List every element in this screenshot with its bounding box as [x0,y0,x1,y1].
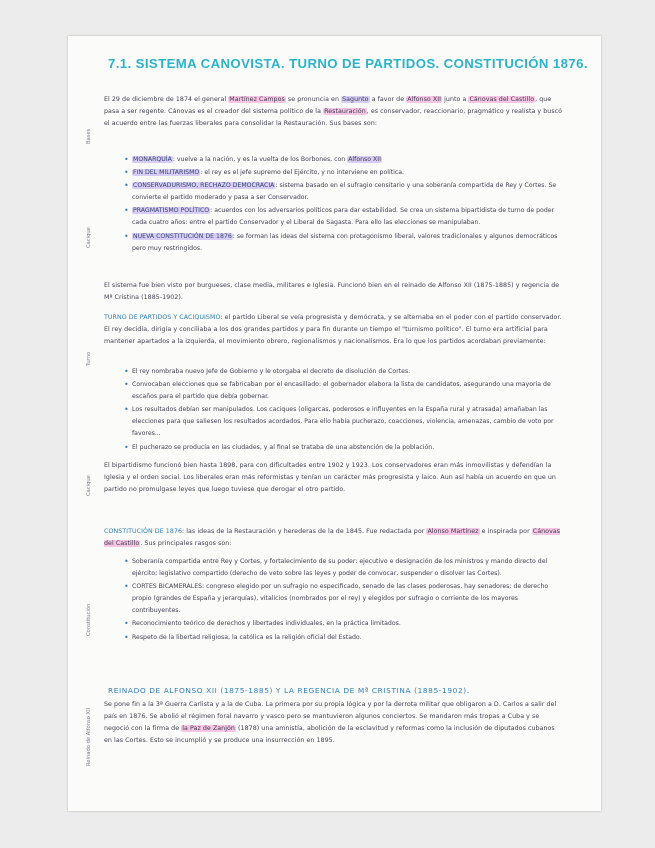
margin-note: Bases [86,128,92,144]
support-paragraph: El sistema fue bien visto por burgueses, clase media, militares e Iglesia. Funcionó bien en el reinado de Alfonso XII (1875-1885) y regencia de Mª Cristina (1885-1902). [104,282,560,302]
turno-heading: TURNO DE PARTIDOS Y CACIQUISMO [104,314,221,321]
constitucion-item-text: Soberanía compartida entre Rey y Cortes, y fortalecimiento de su poder: ejecutivo e designación de los ministros y mando directo del ejército; legislativo compartido (derecho de veto sobre las leyes y poder de convocar, suspender o disolver las Cortes). [132,558,548,578]
bullet-icon: • [124,442,129,452]
constitucion-item-text: Respeto de la libertad religiosa, la católica es la religión oficial del Estado. [132,633,362,641]
highlight-martinez-campos: Martínez Campos [229,96,285,103]
list-item [124,442,566,454]
base-text: : se forman las ideas del sistema con protagonismo liberal, valores tradicionales y algunos democráticos pero muy restringidos. [132,232,558,252]
margin-note: Constitución [86,603,92,636]
constitucion-text-2: e inspirada por [481,528,530,535]
intro-text-3: junto a [444,96,467,103]
bullet-icon: • [124,168,129,178]
bullet-icon: • [124,206,129,216]
base-text: : el rey es el jefe supremo del Ejército, y no interviene en política. [200,169,405,177]
margin-note: Cacique [86,227,92,248]
reinado-text-1: Se pone fin a la 3ª Guerra Carlista y a la de Cuba. La primera por su propia lógica y por la derrota militar que obligaron a D. Carlos a salir del país en 1876. Se abolió el régimen foral navarro y vasco pero se mantuvieron algunos conciertos. Se mandaron más tropas a Cuba y se negoció con la firma de [104,701,557,733]
base-label: NUEVA CONSTITUCIÓN DE 1876 [133,232,232,240]
base-label: PRAGMATISMO POLÍTICO [133,207,210,215]
constitucion-text-1: : las ideas de la Restauración y herederas de la de 1845. Fue redactada por [182,528,425,535]
intro-text-2: a favor de [371,96,405,103]
bullet-icon: • [124,231,129,241]
constitucion-text-3: . Sus principales rasgos son: [140,540,232,548]
list-item [124,556,566,580]
list-item [124,632,566,644]
list-item [124,366,566,378]
list-item [124,154,566,166]
reinado-paragraph [104,699,564,747]
bullet-icon: • [124,405,129,415]
intro-paragraph [104,94,564,130]
base-label: CONSERVADURISMO, RECHAZO DEMOCRACIA [133,182,275,190]
notebook-page [68,36,601,811]
highlight-sagunto: Sagunto [342,96,369,103]
bases-list [124,154,566,256]
intro-text-5: , es conservador, reaccionario, pragmático y realista y buscó el acuerdo entre las fuerzas liberales para consolidar la Restauración. Sus bases son: [104,108,563,128]
highlight-restauracion: Restauración [324,108,366,116]
turno-item-text: El pucherazo se producía en las ciudades, y al final se trataba de una abstención de la población. [132,443,435,451]
constitucion-heading: CONSTITUCIÓN DE 1876 [104,528,182,535]
page-title: 7.1. SISTEMA CANOVISTA. TURNO DE PARTIDOS. CONSTITUCIÓN 1876. [108,56,588,71]
base-text: : acuerdos con los adversarios políticos para dar estabilidad. Se crea un sistema bipartidista de turno de poder cada cuatro años: entre el partido Conservador y el Liberal de Sagasta. Para ello las elecciones se manipulaban. [132,207,555,227]
list-item [124,205,566,229]
bullet-icon: • [124,619,129,629]
list-item [124,167,566,179]
turno-paragraph [104,312,564,348]
list-item [124,231,566,255]
constitucion-paragraph [104,526,564,550]
highlight-alonso: Alonso Martínez [427,528,479,535]
base-extra: Alfonso XII [348,156,381,163]
intro-text-4: , que pasa a ser regente. Cánovas es el creador del sistema político de la [104,96,552,116]
base-text: : vuelve a la nación, y es la vuelta de los Borbones, con [172,156,346,163]
highlight-alfonso: Alfonso XII [407,96,442,103]
bullet-icon: • [124,557,129,566]
constitucion-item-text: Reconocimiento teórico de derechos y libertades individuales, en la práctica limitados. [132,620,401,628]
reinado-text-2: (1878) una amnistía, abolición de la esclavitud y reformas como la inclusión de diputados cubanos en las Cortes. Esto se incumplió y se produce una insurrección en 1895. [104,725,555,745]
margin-note: Reinado de Alfonso XII [86,707,92,766]
base-label: FIN DEL MILITARISMO [133,169,200,177]
bullet-icon: • [124,632,129,642]
list-item [124,180,566,204]
constitucion-item-text: CORTES BICAMERALES: congreso elegido por un sufragio no especificado, senado de las clases poderosas, hay senadores: de derecho propio (grandes de España y jerarquías), vitalicios (nombrados por el rey) y elegidos por sufragio o corriente de los mayores contribuyentes. [132,583,549,615]
highlight-canovas-2: Cánovas del Castillo [104,528,561,548]
list-item [124,581,566,617]
turno-item-text: El rey nombraba nuevo Jefe de Gobierno y le otorgaba el decreto de disolución de Cortes. [132,368,411,375]
margin-note: Turno [86,351,92,366]
intro-text-1: se pronuncia en [287,96,340,103]
turno-list [124,366,566,455]
highlight-canovas: Cánovas del Castillo [469,96,535,103]
intro-lead: El 29 de diciembre de 1874 el general [104,96,227,103]
highlight-paz-zanjon: la Paz de Zanjón [182,725,235,733]
bipartidismo-paragraph: El bipartidismo funcionó bien hasta 1898, para con dificultades entre 1902 y 1923. Los conservadores eran más inmovilistas y defendían la Iglesia y el orden social. Los liberales eran más reformistas y tenían un carácter más progresista y laico. Aun así había un acuerdo en que un partido no promulgase leyes que luego tuviese que derogar el otro partido. [104,462,556,494]
list-item [124,618,566,630]
turno-text: : el partido Liberal se veía progresista y demócrata, y se alternaba en el poder con el partido conservador. El rey decidía, dirigía y conciliaba a los dos grandes partidos y para fin durante un tiempo el "turnismo político". El turno era artificial para mantener apartados a la izquierda, el movimiento obrero, regionalismos y nacionalismos. Era lo que los partidos acordaban previamente: [104,314,562,346]
bullet-icon: • [124,380,129,390]
bullet-icon: • [124,367,129,376]
bullet-icon: • [124,181,129,191]
turno-item-text: Convocaban elecciones que se fabricaban por el encasillado: el gobernador elabora la lista de candidatos, asegurando una mayoría de escaños para el partido que debía gobernar. [132,381,551,401]
margin-note: Cacique [86,475,92,496]
constitucion-list [124,556,566,645]
list-item [124,379,566,403]
base-label: MONARQUÍA [133,156,172,163]
base-text: : sistema basado en el sufragio censitario y una soberanía compartida de Rey y Cortes. Se convierte el partido moderado y pasa a ser Conservador. [132,182,557,202]
reinado-heading: REINADO DE ALFONSO XII (1875-1885) Y LA REGENCIA DE Mª CRISTINA (1885-1902). [108,686,470,695]
turno-item-text: Los resultados debían ser manipulados. Los caciques (oligarcas, poderosos e influyentes en la España rural y atrasada) amañaban las elecciones para que saliesen los resultados acordados. Para ello había pucherazo, coacciones, violencia, amenazas, cambio de voto por favores... [132,406,554,438]
list-item [124,404,566,440]
bullet-icon: • [124,155,129,164]
bullet-icon: • [124,582,129,592]
